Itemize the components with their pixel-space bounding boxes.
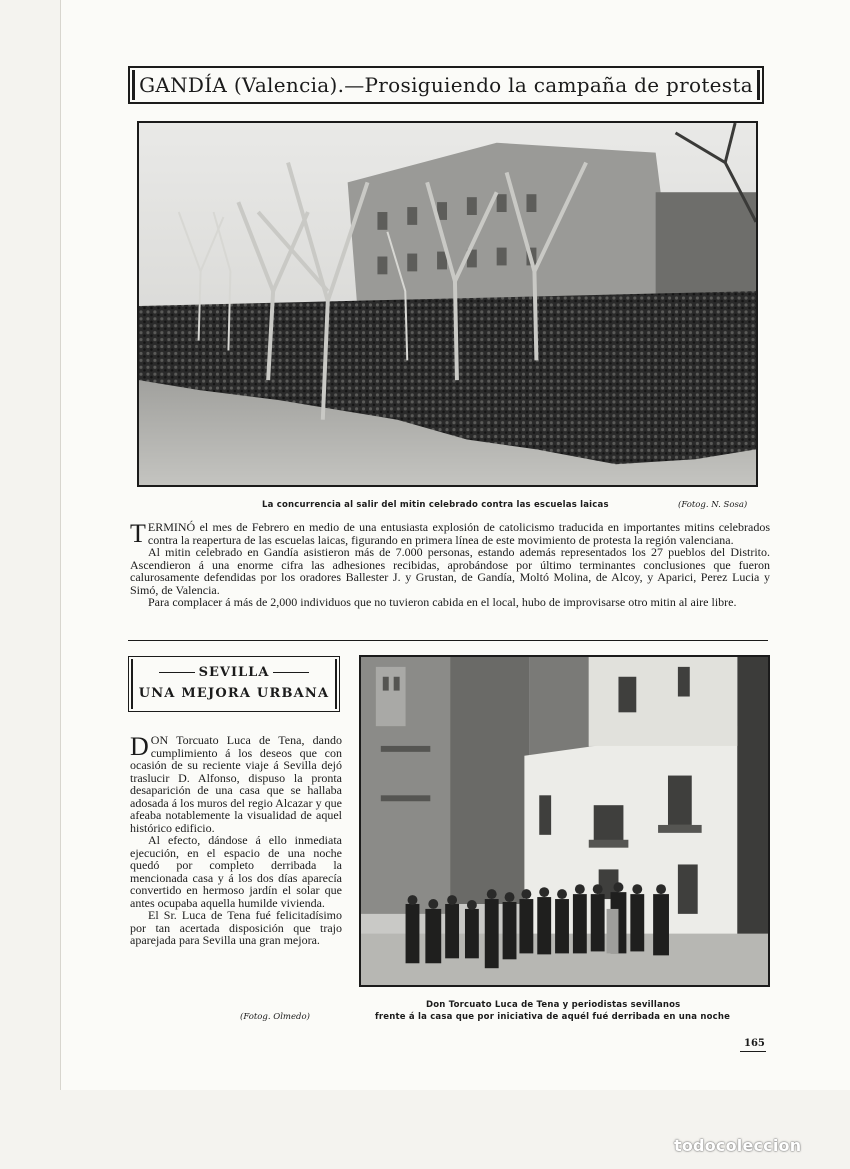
section-header-box: [128, 656, 340, 712]
section-subtitle: UNA MEJORA URBANA: [138, 686, 330, 701]
crowd-photo-credit: (Fotog. N. Sosa): [678, 500, 748, 510]
article1-paragraph-2: Al mitin celebrado en Gandía asistieron más de 7.000 personas, estando además representados los 27 pueblos del Distrito. Ascendieron á una enorme cifra las adhesiones recibidas, aprobándose por último terminantes conclusiones que fueron calurosamente defendidas por los oradores Ballester J. y Grustan, de Gandía, Moltó Molina, de Alcoy, y Aparici, Perez Lucia y Simó, de Valencia.: [130, 545, 770, 597]
lead-word: ON: [150, 733, 169, 747]
article2-paragraph-1: DON Torcuato Luca de Tena, dando cumplimiento á los deseos que con ocasión de su reciente viaje á Sevilla dejó traslucir D. Alfonso, dispuso la pronta desaparición de una casa que se hallaba adosada á los muros del regio Alcazar y que afeaba notablemente la visualidad de aquel histórico edificio.: [130, 732, 342, 835]
dropcap: T: [130, 519, 146, 548]
sevilla-photo-image: [361, 657, 768, 985]
lead-word: ERMINÓ: [147, 520, 196, 534]
section-divider: [128, 640, 768, 641]
crowd-photo-image: [139, 123, 756, 485]
section-title: SEVILLA: [198, 665, 270, 680]
article1-paragraph-1: TERMINÓ el mes de Febrero en medio de una entusiasta explosión de catolicismo traducida en importantes mitins celebrados contra la reapertura de las escuelas laicas, figurando en primera línea de este movimiento de protesta la región valenciana.: [130, 519, 770, 548]
sevilla-photo: [359, 655, 770, 987]
page-number-underline: [740, 1051, 766, 1052]
article-title-box: [128, 66, 764, 104]
crowd-photo-caption: La concurrencia al salir del mitin celebrado contra las escuelas laicas: [262, 500, 609, 510]
crowd-photo: [137, 121, 758, 487]
watermark: todocoleccion: [674, 1136, 802, 1155]
sevilla-photo-caption-line1: Don Torcuato Luca de Tena y periodistas sevillanos: [426, 1000, 681, 1010]
article1-paragraph-3: Para complacer á más de 2,000 individuos que no tuvieron cabida en el local, hubo de improvisarse otro mitin al aire libre.: [148, 595, 737, 609]
article2-paragraph-2: Al efecto, dándose á ello inmediata ejecución, en el espacio de una noche quedó por completo derribada la mencionada casa y á los dos días aparecía convertido en hermoso jardín el solar que antes ocupaba aquella humilde vivienda.: [130, 833, 342, 910]
article2-paragraph-3: El Sr. Luca de Tena fué felicitadísimo por tan acertada disposición que trajo aparejada para Sevilla una gran mejora.: [130, 908, 342, 947]
page-number: 165: [744, 1038, 765, 1049]
sevilla-text-credit: (Fotog. Olmedo): [240, 1012, 310, 1022]
dropcap: D: [130, 732, 149, 761]
article2-body: [130, 734, 342, 947]
article-title: GANDÍA (Valencia).—Prosiguiendo la campaña de protesta: [139, 73, 753, 97]
sevilla-photo-caption-line2: frente á la casa que por iniciativa de aquél fué derribada en una noche: [375, 1012, 731, 1022]
article1-body: [130, 521, 770, 609]
